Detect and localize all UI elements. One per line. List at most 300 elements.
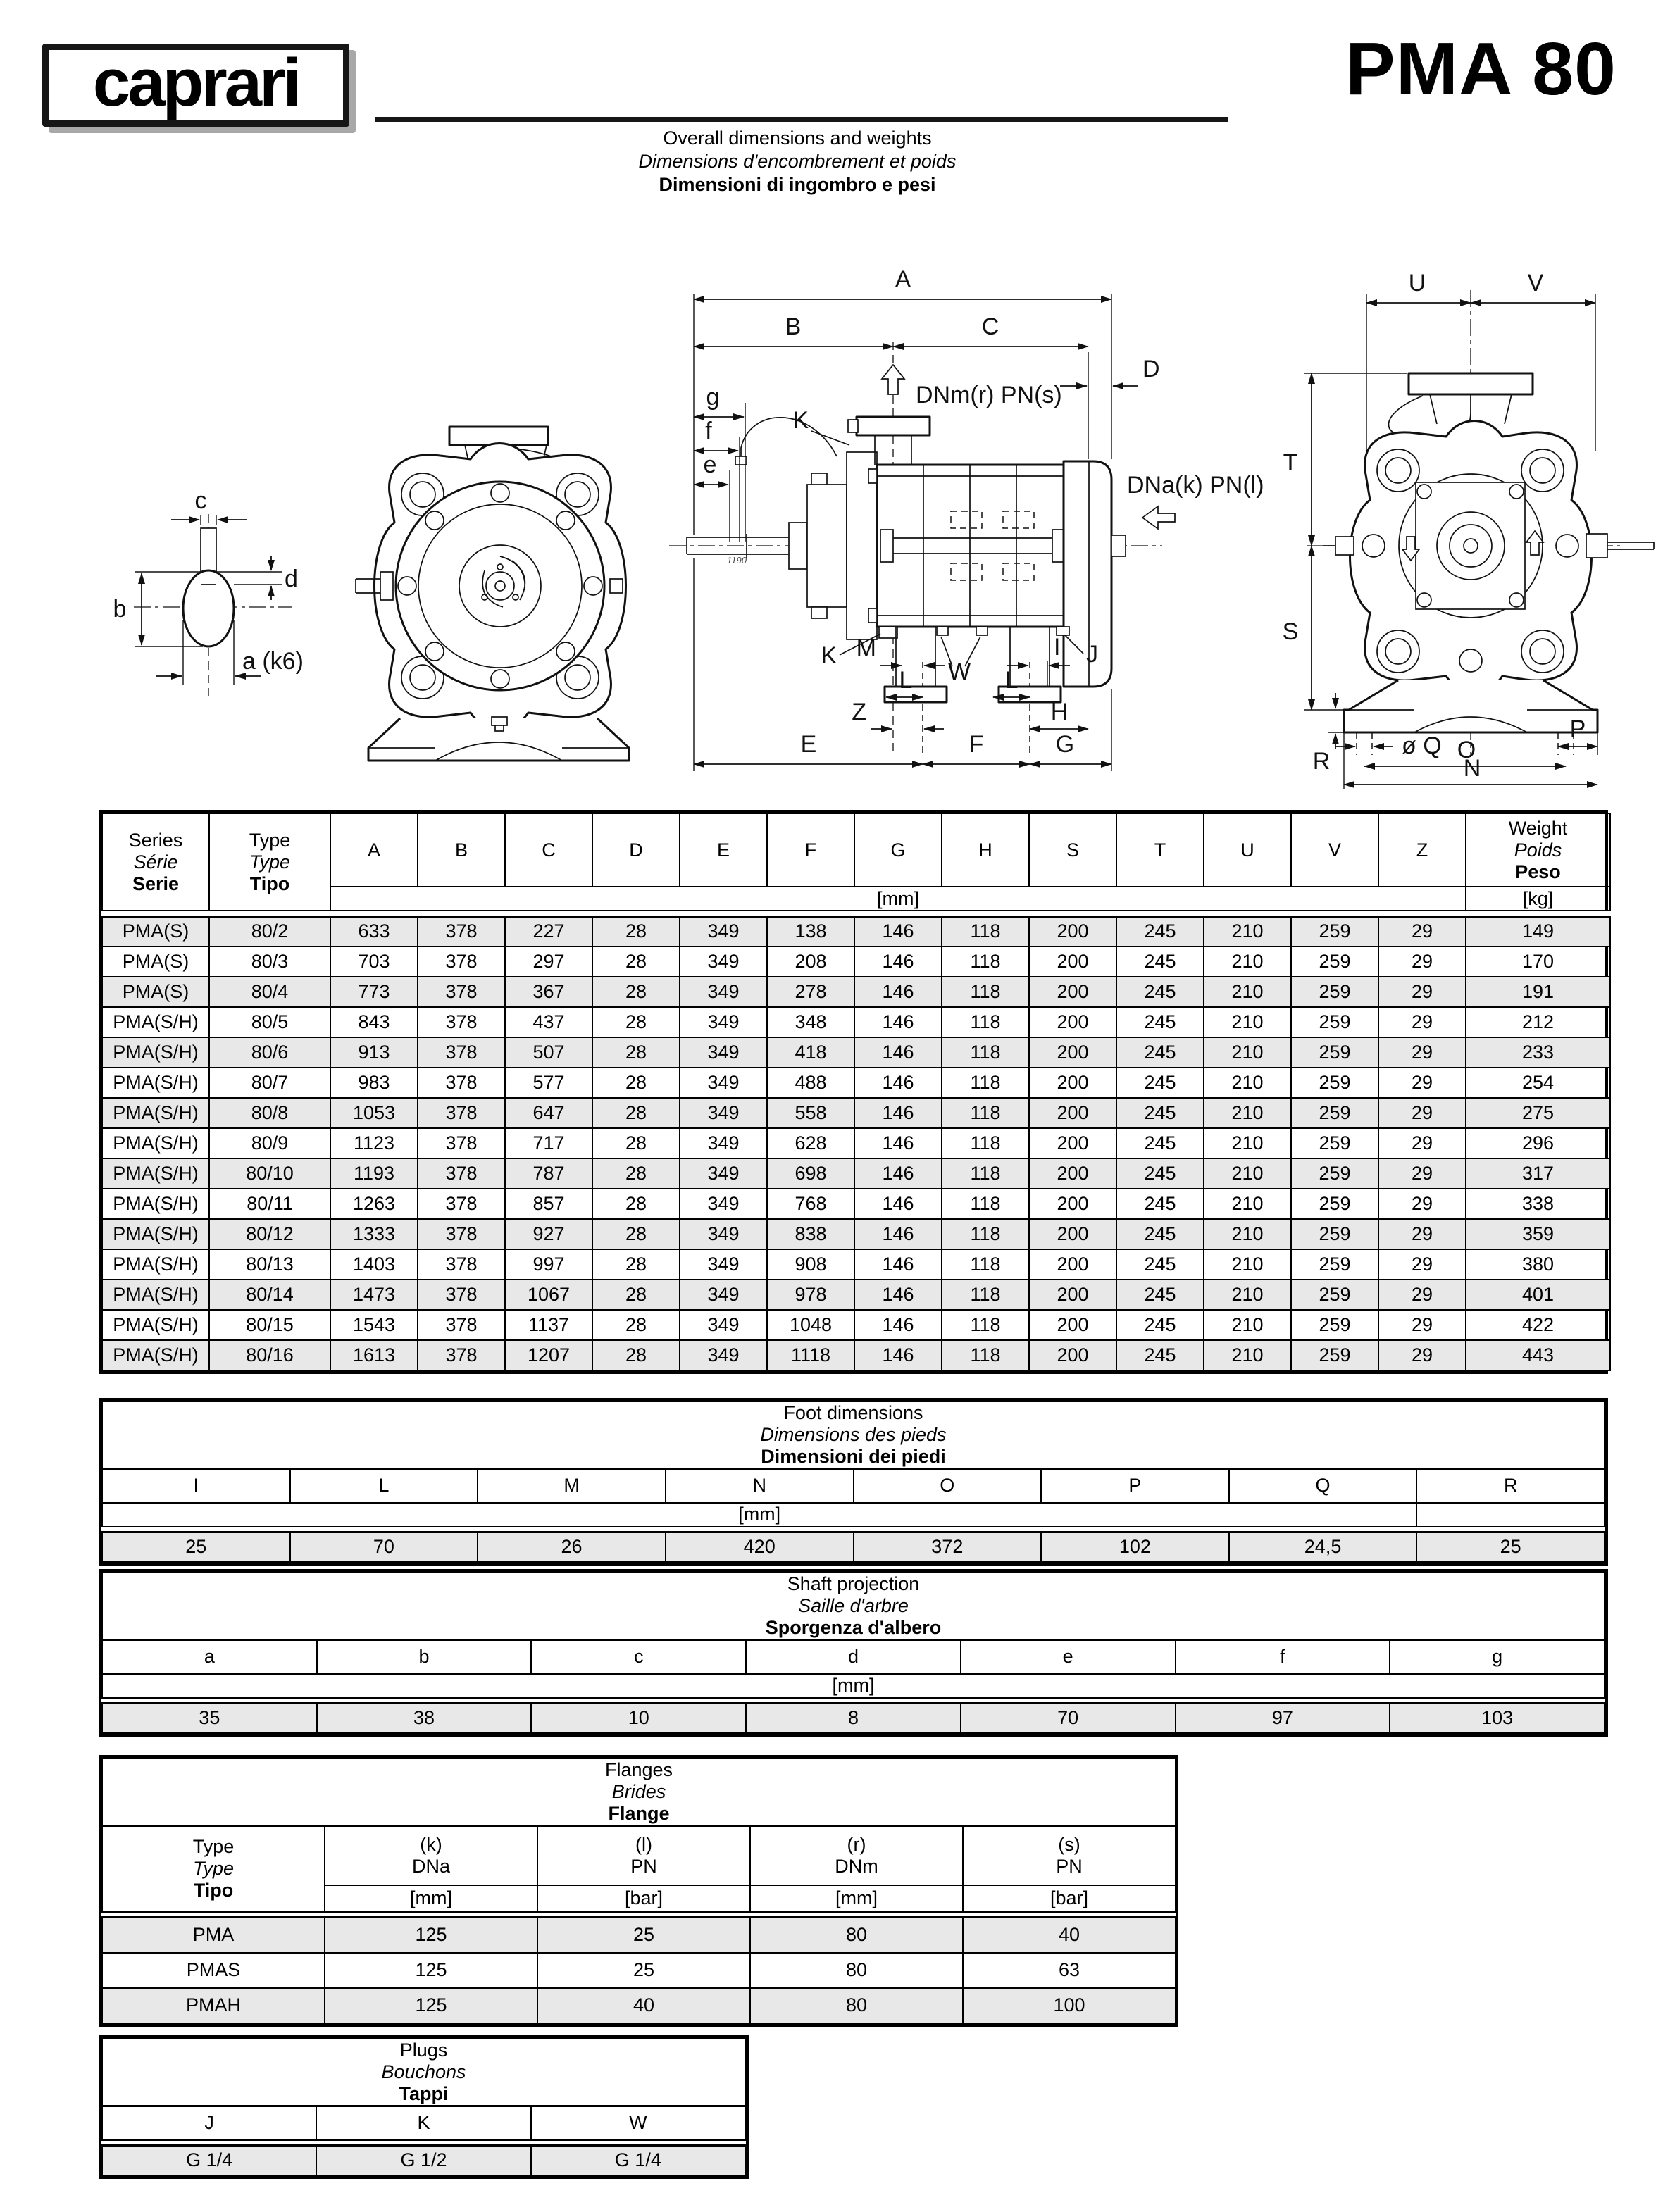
- cell-B: 378: [418, 1068, 505, 1098]
- col-header-dim: G: [854, 813, 942, 887]
- cell-C: 1207: [505, 1340, 592, 1370]
- cell-T: 245: [1116, 1007, 1204, 1037]
- table-row: [102, 1158, 1610, 1189]
- technical-drawings: [0, 232, 1663, 796]
- cell-S: 200: [1029, 1098, 1116, 1128]
- col-header-series: Series Série Serie: [102, 813, 209, 911]
- subtitle-it: Dimensioni di ingombro e pesi: [659, 174, 936, 195]
- col-header-foot: Q: [1229, 1469, 1417, 1503]
- cell-G: 146: [854, 1128, 942, 1158]
- cell-type: 80/14: [209, 1280, 330, 1310]
- cell-T: 245: [1116, 1340, 1204, 1370]
- cell-H: 118: [942, 946, 1029, 977]
- cell-S: 200: [1029, 1158, 1116, 1189]
- cell-foot-value: 25: [102, 1532, 290, 1562]
- cell-D: 28: [592, 1068, 680, 1098]
- table-row: [102, 1249, 1610, 1280]
- col-header-dim: H: [942, 813, 1029, 887]
- dim-label-H: H: [1050, 699, 1069, 725]
- cell-C: 1067: [505, 1280, 592, 1310]
- col-header-foot: L: [290, 1469, 478, 1503]
- cell-A: 913: [330, 1037, 418, 1068]
- unit-flange: [bar]: [963, 1885, 1176, 1912]
- page-title: PMA 80: [1345, 27, 1617, 111]
- cell-A: 1193: [330, 1158, 418, 1189]
- separator-row: [102, 911, 1610, 916]
- cell-E: 349: [680, 946, 767, 977]
- cell-weight: 191: [1466, 977, 1610, 1007]
- cell-Z: 29: [1378, 1219, 1466, 1249]
- cell-Z: 29: [1378, 1098, 1466, 1128]
- cell-B: 378: [418, 1158, 505, 1189]
- separator-row: [102, 1698, 1605, 1704]
- cell-H: 118: [942, 1068, 1029, 1098]
- cell-V: 259: [1291, 1249, 1378, 1280]
- cell-type: 80/2: [209, 916, 330, 946]
- cell-C: 297: [505, 946, 592, 977]
- cell-type: 80/10: [209, 1158, 330, 1189]
- table-row: [102, 1007, 1610, 1037]
- shaft-title: Shaft projection Saille d'arbre Sporgenza d'albero: [102, 1573, 1605, 1640]
- cell-D: 28: [592, 1249, 680, 1280]
- cell-plug-value: G 1/4: [531, 2146, 745, 2175]
- cell-C: 1137: [505, 1310, 592, 1340]
- dim-label-Q: ø Q: [1402, 732, 1442, 759]
- cell-series: PMA(S/H): [102, 1068, 209, 1098]
- table-row: [102, 1310, 1610, 1340]
- cell-Z: 29: [1378, 1340, 1466, 1370]
- cell-H: 118: [942, 977, 1029, 1007]
- cell-T: 245: [1116, 1189, 1204, 1219]
- dim-label-A: A: [895, 266, 911, 293]
- cell-series: PMA(S/H): [102, 1189, 209, 1219]
- cell-B: 378: [418, 1007, 505, 1037]
- dim-label-Z: Z: [852, 699, 866, 725]
- col-header-dim: V: [1291, 813, 1378, 887]
- cell-A: 1613: [330, 1340, 418, 1370]
- dim-label-C: C: [981, 313, 999, 340]
- cell-H: 118: [942, 1098, 1029, 1128]
- cell-U: 210: [1204, 1158, 1291, 1189]
- flange-header-row: [102, 1826, 1176, 1885]
- cell-S: 200: [1029, 946, 1116, 977]
- cell-G: 146: [854, 977, 942, 1007]
- table-row: [102, 1988, 1176, 2023]
- cell-weight: 296: [1466, 1128, 1610, 1158]
- cell-Z: 29: [1378, 1189, 1466, 1219]
- cell-F: 138: [767, 916, 854, 946]
- col-header-foot: O: [854, 1469, 1042, 1503]
- dim-label-O: O: [1457, 737, 1476, 763]
- drawing-side-view: [669, 266, 1264, 771]
- cell-E: 349: [680, 1158, 767, 1189]
- col-header-dim: C: [505, 813, 592, 887]
- cell-V: 259: [1291, 1068, 1378, 1098]
- cell-F: 628: [767, 1128, 854, 1158]
- col-header-dim: D: [592, 813, 680, 887]
- cell-weight: 233: [1466, 1037, 1610, 1068]
- dim-label-J: J: [1086, 641, 1098, 668]
- dim-label-R: R: [1312, 748, 1331, 775]
- cell-series: PMA(S/H): [102, 1280, 209, 1310]
- cell-flange-type: PMAH: [102, 1988, 325, 2023]
- cell-C: 717: [505, 1128, 592, 1158]
- cell-T: 245: [1116, 1280, 1204, 1310]
- cell-S: 200: [1029, 977, 1116, 1007]
- cell-pn-delivery: 63: [963, 1953, 1176, 1988]
- caprari-logo-text: caprari: [92, 45, 299, 120]
- table-row: [102, 1068, 1610, 1098]
- dim-label-G: G: [1055, 731, 1075, 758]
- cell-S: 200: [1029, 1189, 1116, 1219]
- col-header-flange: (l) PN: [537, 1826, 750, 1885]
- cell-Z: 29: [1378, 1068, 1466, 1098]
- col-header-dim: B: [418, 813, 505, 887]
- cell-U: 210: [1204, 946, 1291, 977]
- dim-label-P: P: [1569, 716, 1586, 742]
- cell-type: 80/3: [209, 946, 330, 977]
- cell-type: 80/12: [209, 1219, 330, 1249]
- cell-A: 1263: [330, 1189, 418, 1219]
- cell-V: 259: [1291, 1007, 1378, 1037]
- col-header-shaft: c: [531, 1640, 746, 1674]
- cell-D: 28: [592, 1037, 680, 1068]
- cell-Z: 29: [1378, 1249, 1466, 1280]
- cell-weight: 275: [1466, 1098, 1610, 1128]
- cell-D: 28: [592, 1128, 680, 1158]
- unit-flange: [bar]: [537, 1885, 750, 1912]
- cell-type: 80/11: [209, 1189, 330, 1219]
- cell-G: 146: [854, 1340, 942, 1370]
- table-row: [102, 916, 1610, 946]
- cell-V: 259: [1291, 1158, 1378, 1189]
- cell-series: PMA(S): [102, 916, 209, 946]
- table-row: [102, 1037, 1610, 1068]
- cell-type: 80/9: [209, 1128, 330, 1158]
- cell-dnm: 80: [750, 1988, 963, 2023]
- cell-pn-delivery: 100: [963, 1988, 1176, 2023]
- cell-B: 378: [418, 1280, 505, 1310]
- cell-U: 210: [1204, 1037, 1291, 1068]
- unit-kg: [kg]: [1466, 887, 1610, 911]
- cell-S: 200: [1029, 1310, 1116, 1340]
- table-row: [102, 946, 1610, 977]
- cell-C: 647: [505, 1098, 592, 1128]
- cell-F: 698: [767, 1158, 854, 1189]
- cell-T: 245: [1116, 1068, 1204, 1098]
- cell-E: 349: [680, 1249, 767, 1280]
- cell-weight: 149: [1466, 916, 1610, 946]
- cell-F: 418: [767, 1037, 854, 1068]
- cell-D: 28: [592, 1280, 680, 1310]
- cell-type: 80/13: [209, 1249, 330, 1280]
- cell-C: 857: [505, 1189, 592, 1219]
- cell-Z: 29: [1378, 946, 1466, 977]
- cell-G: 146: [854, 1037, 942, 1068]
- cell-series: PMA(S/H): [102, 1098, 209, 1128]
- cell-shaft-value: 70: [961, 1704, 1176, 1733]
- table-row: [102, 1953, 1176, 1988]
- cell-E: 349: [680, 1098, 767, 1128]
- page-subtitle: [445, 127, 1150, 196]
- cell-B: 378: [418, 1310, 505, 1340]
- cell-A: 1473: [330, 1280, 418, 1310]
- unit-flange: [mm]: [750, 1885, 963, 1912]
- cell-V: 259: [1291, 1219, 1378, 1249]
- dim-label-K-bottom: K: [821, 642, 837, 669]
- plug-title: Plugs Bouchons Tappi: [102, 2039, 745, 2106]
- cell-T: 245: [1116, 1098, 1204, 1128]
- cell-A: 1333: [330, 1219, 418, 1249]
- cell-weight: 212: [1466, 1007, 1610, 1037]
- cell-B: 378: [418, 1128, 505, 1158]
- cell-S: 200: [1029, 916, 1116, 946]
- cell-C: 787: [505, 1158, 592, 1189]
- cell-Z: 29: [1378, 1128, 1466, 1158]
- unit-empty: [1416, 1503, 1605, 1527]
- cell-shaft-value: 35: [102, 1704, 317, 1733]
- cell-U: 210: [1204, 1098, 1291, 1128]
- dim-label-f: f: [705, 418, 712, 444]
- cell-Z: 29: [1378, 1158, 1466, 1189]
- cell-V: 259: [1291, 946, 1378, 977]
- cell-H: 118: [942, 1007, 1029, 1037]
- col-header-dim: A: [330, 813, 418, 887]
- cell-F: 768: [767, 1189, 854, 1219]
- cell-C: 367: [505, 977, 592, 1007]
- shaft-units-row: [102, 1674, 1605, 1698]
- cell-H: 118: [942, 1249, 1029, 1280]
- dim-label-D: D: [1142, 356, 1160, 382]
- cell-type: 80/4: [209, 977, 330, 1007]
- table-row: [102, 1128, 1610, 1158]
- cell-type: 80/16: [209, 1340, 330, 1370]
- dim-label-B: B: [785, 313, 802, 340]
- col-header-type: Type Type Tipo: [209, 813, 330, 911]
- cell-B: 378: [418, 1037, 505, 1068]
- dim-label-b: b: [113, 596, 127, 623]
- cell-F: 208: [767, 946, 854, 977]
- col-header-foot: R: [1416, 1469, 1605, 1503]
- cell-T: 245: [1116, 1158, 1204, 1189]
- cell-E: 349: [680, 1219, 767, 1249]
- cell-G: 146: [854, 1249, 942, 1280]
- cell-series: PMA(S/H): [102, 1158, 209, 1189]
- drawing-front-view: [356, 427, 629, 761]
- cell-H: 118: [942, 1219, 1029, 1249]
- col-header-dim: Z: [1378, 813, 1466, 887]
- cell-foot-value: 102: [1041, 1532, 1229, 1562]
- cell-G: 146: [854, 946, 942, 977]
- cell-A: 843: [330, 1007, 418, 1037]
- dim-label-L-left: L: [899, 667, 913, 694]
- cell-U: 210: [1204, 977, 1291, 1007]
- cell-H: 118: [942, 1189, 1029, 1219]
- cell-series: PMA(S/H): [102, 1128, 209, 1158]
- cell-U: 210: [1204, 1249, 1291, 1280]
- flange-title: Flanges Brides Flange: [102, 1758, 1176, 1826]
- cell-foot-value: 24,5: [1229, 1532, 1417, 1562]
- cell-V: 259: [1291, 1340, 1378, 1370]
- cell-flange-type: PMAS: [102, 1953, 325, 1988]
- dim-label-L-right: L: [1004, 667, 1019, 694]
- subtitle-fr: Dimensions d'encombrement et poids: [638, 151, 957, 172]
- cell-A: 1403: [330, 1249, 418, 1280]
- cell-series: PMA(S/H): [102, 1310, 209, 1340]
- cell-dnm: 80: [750, 1918, 963, 1953]
- dim-label-S: S: [1282, 618, 1299, 645]
- cell-V: 259: [1291, 1128, 1378, 1158]
- cell-D: 28: [592, 1189, 680, 1219]
- foot-units-row: [102, 1503, 1605, 1527]
- unit-mm: [mm]: [102, 1674, 1605, 1698]
- cell-U: 210: [1204, 1068, 1291, 1098]
- cell-series: PMA(S/H): [102, 1219, 209, 1249]
- dim-label-d: d: [285, 566, 298, 592]
- col-header-shaft: f: [1176, 1640, 1390, 1674]
- cell-foot-value: 26: [478, 1532, 666, 1562]
- main-dimensions-table: [99, 810, 1608, 1374]
- cell-Z: 29: [1378, 977, 1466, 1007]
- cell-type: 80/15: [209, 1310, 330, 1340]
- foot-values-row: [102, 1532, 1605, 1562]
- cell-C: 507: [505, 1037, 592, 1068]
- cell-pn-suction: 25: [537, 1918, 750, 1953]
- cell-weight: 401: [1466, 1280, 1610, 1310]
- cell-Z: 29: [1378, 1007, 1466, 1037]
- cell-series: PMA(S/H): [102, 1037, 209, 1068]
- dim-label-V: V: [1527, 270, 1544, 296]
- cell-weight: 254: [1466, 1068, 1610, 1098]
- cell-U: 210: [1204, 1189, 1291, 1219]
- cell-C: 927: [505, 1219, 592, 1249]
- cell-A: 1053: [330, 1098, 418, 1128]
- drawing-shaft-section: [113, 487, 304, 697]
- cell-B: 378: [418, 1219, 505, 1249]
- cell-shaft-value: 38: [317, 1704, 532, 1733]
- dim-label-K-top: K: [792, 407, 809, 434]
- unit-mm: [mm]: [102, 1503, 1416, 1527]
- header-rule: [375, 117, 1228, 122]
- table-row: [102, 977, 1610, 1007]
- cell-C: 997: [505, 1249, 592, 1280]
- dim-label-N: N: [1463, 755, 1481, 782]
- cell-F: 1048: [767, 1310, 854, 1340]
- cell-series: PMA(S): [102, 946, 209, 977]
- cell-A: 1123: [330, 1128, 418, 1158]
- cell-series: PMA(S): [102, 977, 209, 1007]
- cell-T: 245: [1116, 1310, 1204, 1340]
- cell-D: 28: [592, 1219, 680, 1249]
- dim-label-T: T: [1283, 449, 1298, 476]
- cell-V: 259: [1291, 1310, 1378, 1340]
- cell-dna: 125: [325, 1988, 537, 2023]
- cell-B: 378: [418, 1249, 505, 1280]
- cell-H: 118: [942, 1310, 1029, 1340]
- cell-G: 146: [854, 1007, 942, 1037]
- col-header-foot: P: [1041, 1469, 1229, 1503]
- cell-U: 210: [1204, 1340, 1291, 1370]
- col-header-plug: W: [531, 2106, 745, 2140]
- cell-series: PMA(S/H): [102, 1007, 209, 1037]
- cell-C: 227: [505, 916, 592, 946]
- port-label-dnm: DNm(r) PN(s): [916, 382, 1062, 408]
- cell-E: 349: [680, 1310, 767, 1340]
- flanges-table: [99, 1755, 1178, 2027]
- col-header-flange: (k) DNa: [325, 1826, 537, 1885]
- cell-G: 146: [854, 1219, 942, 1249]
- drawings-svg: [0, 232, 1663, 796]
- cell-B: 378: [418, 916, 505, 946]
- cell-series: PMA(S/H): [102, 1249, 209, 1280]
- cell-E: 349: [680, 1007, 767, 1037]
- shaft-values-row: [102, 1704, 1605, 1733]
- cell-V: 259: [1291, 1189, 1378, 1219]
- table-row: [102, 1219, 1610, 1249]
- shaft-title-row: [102, 1573, 1605, 1640]
- cell-D: 28: [592, 946, 680, 977]
- cell-shaft-value: 8: [746, 1704, 961, 1733]
- cell-G: 146: [854, 1158, 942, 1189]
- dim-label-M: M: [856, 635, 876, 662]
- cell-dna: 125: [325, 1918, 537, 1953]
- cell-shaft-value: 103: [1390, 1704, 1605, 1733]
- cell-E: 349: [680, 916, 767, 946]
- cell-S: 200: [1029, 1249, 1116, 1280]
- cell-T: 245: [1116, 1219, 1204, 1249]
- col-header-dim: S: [1029, 813, 1116, 887]
- cell-H: 118: [942, 916, 1029, 946]
- cell-E: 349: [680, 977, 767, 1007]
- cell-T: 245: [1116, 946, 1204, 977]
- col-header-foot: I: [102, 1469, 290, 1503]
- cell-U: 210: [1204, 1219, 1291, 1249]
- cell-S: 200: [1029, 1219, 1116, 1249]
- plug-values-row: [102, 2146, 745, 2175]
- cell-weight: 317: [1466, 1158, 1610, 1189]
- cell-D: 28: [592, 1007, 680, 1037]
- cell-weight: 338: [1466, 1189, 1610, 1219]
- plugs-table: [99, 2035, 749, 2179]
- cell-Z: 29: [1378, 1037, 1466, 1068]
- cell-plug-value: G 1/2: [316, 2146, 530, 2175]
- cell-A: 773: [330, 977, 418, 1007]
- cell-Z: 29: [1378, 916, 1466, 946]
- dim-label-a-k6: a (k6): [242, 648, 304, 675]
- subtitle-en: Overall dimensions and weights: [663, 127, 932, 149]
- cell-F: 348: [767, 1007, 854, 1037]
- cell-D: 28: [592, 1340, 680, 1370]
- dim-label-U: U: [1408, 270, 1426, 296]
- cell-D: 28: [592, 1098, 680, 1128]
- dim-label-e: e: [703, 451, 717, 478]
- col-header-flange-type: Type Type Tipo: [102, 1826, 325, 1912]
- cell-A: 703: [330, 946, 418, 977]
- cell-V: 259: [1291, 1037, 1378, 1068]
- cell-type: 80/8: [209, 1098, 330, 1128]
- cell-weight: 443: [1466, 1340, 1610, 1370]
- cell-Z: 29: [1378, 1280, 1466, 1310]
- cell-F: 558: [767, 1098, 854, 1128]
- cell-F: 278: [767, 977, 854, 1007]
- cell-F: 908: [767, 1249, 854, 1280]
- col-header-flange: (r) DNm: [750, 1826, 963, 1885]
- cell-U: 210: [1204, 1007, 1291, 1037]
- cell-G: 146: [854, 916, 942, 946]
- cell-H: 118: [942, 1280, 1029, 1310]
- cell-H: 118: [942, 1340, 1029, 1370]
- col-header-dim: U: [1204, 813, 1291, 887]
